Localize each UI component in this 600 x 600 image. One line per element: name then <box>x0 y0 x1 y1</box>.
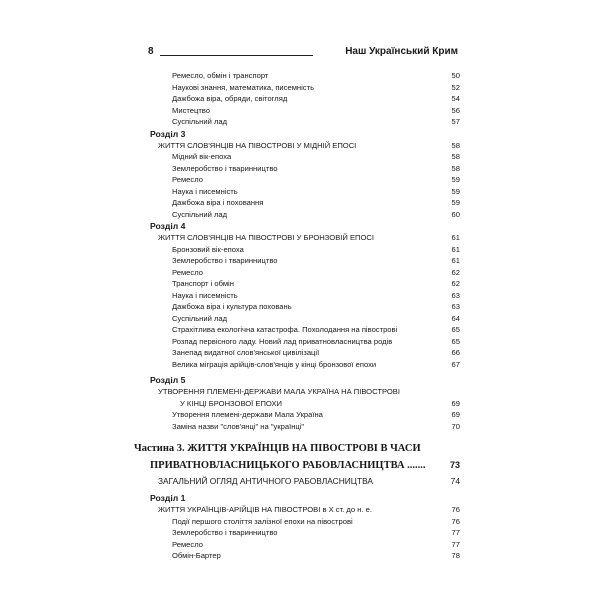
toc-entry-page: 61 <box>451 244 460 254</box>
toc-entry-page: 67 <box>451 359 460 369</box>
section-heading-page: 69 <box>451 398 460 408</box>
toc-entry[interactable] <box>150 93 460 105</box>
overview-heading-page: 74 <box>450 476 460 486</box>
toc-entry-page: 58 <box>451 152 460 161</box>
toc-entry-title: Дажбожа віра і поховання <box>172 198 264 207</box>
toc-entry-page: 77 <box>451 528 460 537</box>
toc-entry-page: 62 <box>451 267 460 277</box>
toc-entry-page: 58 <box>451 163 460 173</box>
toc-entry-page: 63 <box>451 302 460 311</box>
toc-entry-title: Велика міграція арійців-слов'янців у кінці бронзової епохи <box>172 359 377 369</box>
toc-entry-page: 77 <box>451 539 460 549</box>
part-heading-page: 73 <box>449 460 460 470</box>
toc-entry-title: Обмін-Бартер <box>172 551 221 560</box>
toc-entry-page: 52 <box>451 82 460 92</box>
table-of-contents <box>134 70 460 562</box>
toc-entry-page: 62 <box>451 279 460 288</box>
toc-entry[interactable] <box>150 163 460 175</box>
toc-entry-title: Дажбожа віра і культура поховань <box>172 302 292 311</box>
toc-entry-title: Ремесло, обмін і транспорт <box>172 71 269 80</box>
section-heading-text: У КІНЦІ БРОНЗОВОЇ ЕПОХИ <box>180 398 283 408</box>
section-heading-page: 58 <box>451 140 460 150</box>
toc-entry-page: 64 <box>451 313 460 323</box>
section-heading-page: 76 <box>451 505 460 514</box>
toc-entry-title: Наука і писемність <box>172 290 238 300</box>
toc-entry-page: 57 <box>451 117 460 126</box>
toc-entry-title: Землеробство і тваринництво <box>172 163 278 173</box>
toc-entry[interactable] <box>150 116 460 128</box>
section-heading-text: ЖИТТЯ УКРАЇНЦІВ-АРІЙЦІВ НА ПІВОСТРОВІ в Х ст. до н. е. <box>158 505 372 514</box>
toc-entry-title: Ремесло <box>172 175 203 184</box>
toc-entry-page: 60 <box>451 209 460 219</box>
section-heading[interactable] <box>150 504 460 516</box>
toc-entry-page: 65 <box>451 325 460 334</box>
toc-entry-page: 50 <box>451 71 460 80</box>
toc-entry-title: Наука і писемність <box>172 186 238 196</box>
section-heading-text: ЖИТТЯ СЛОВ'ЯНЦІВ НА ПІВОСТРОВІ У БРОНЗОВІЙ ЕПОСІ <box>158 233 374 242</box>
toc-entry[interactable] <box>150 186 460 198</box>
header-rule <box>160 55 313 56</box>
toc-entry[interactable] <box>150 244 460 256</box>
section-heading[interactable] <box>150 398 460 410</box>
toc-entry-title: Утворення племені-держави Мала Україна <box>172 410 323 419</box>
section-heading-line[interactable] <box>150 386 460 398</box>
toc-entry-page: 70 <box>451 421 460 431</box>
toc-entry-title: Наукові знання, математика, писемність <box>172 82 315 92</box>
toc-entry-title: Землеробство і тваринництво <box>172 256 278 265</box>
running-title: Наш Український Крим <box>345 46 458 57</box>
toc-entry-title: Суспільний лад <box>172 117 228 126</box>
toc-entry-page: 65 <box>451 336 460 346</box>
toc-entry[interactable] <box>150 347 460 359</box>
toc-entry-title: Бронзовий вік-епоха <box>172 244 244 254</box>
toc-entry[interactable] <box>150 301 460 313</box>
toc-entry-page: 63 <box>451 290 460 300</box>
toc-entry-page: 54 <box>451 94 460 103</box>
page-number: 8 <box>148 46 154 57</box>
toc-entry-page: 56 <box>451 105 460 115</box>
toc-entry-page: 78 <box>451 551 460 560</box>
toc-entry[interactable] <box>150 82 460 94</box>
toc-entry-page: 59 <box>451 175 460 184</box>
toc-entry[interactable] <box>150 267 460 279</box>
part-heading-line2: ПРИВАТНОВЛАСНИЦЬКОГО РАБОВЛАСНИЦТВА ....... <box>150 460 426 471</box>
section-heading[interactable] <box>150 140 460 152</box>
toc-entry[interactable] <box>150 409 460 421</box>
section-heading-page: 61 <box>451 233 460 242</box>
toc-entry[interactable] <box>150 550 460 562</box>
toc-entry[interactable] <box>150 70 460 82</box>
toc-entry-title: Страхітлива екологічна катастрофа. Похолодання на півострові <box>172 325 398 334</box>
section-label-text: Розділ 3 <box>150 128 186 139</box>
section-label <box>150 220 460 232</box>
toc-entry[interactable] <box>150 539 460 551</box>
toc-entry-page: 59 <box>451 186 460 196</box>
toc-entry-page: 66 <box>451 348 460 357</box>
section-heading[interactable] <box>150 232 460 244</box>
toc-entry[interactable] <box>150 336 460 348</box>
part-heading[interactable] <box>134 440 460 457</box>
toc-entry-title: Ремесло <box>172 267 203 277</box>
toc-entry[interactable] <box>150 290 460 302</box>
toc-entry-page: 59 <box>451 198 460 207</box>
section-label-text: Розділ 4 <box>150 221 186 231</box>
toc-entry[interactable] <box>150 209 460 221</box>
toc-entry[interactable] <box>150 359 460 371</box>
toc-entry-title: Ремесло <box>172 539 203 549</box>
section-label-text: Розділ 1 <box>150 493 186 503</box>
toc-entry-title: Суспільний лад <box>172 209 228 219</box>
section-label <box>150 492 460 504</box>
toc-entry[interactable] <box>150 174 460 186</box>
toc-entry-title: Землеробство і тваринництво <box>172 528 278 537</box>
toc-entry[interactable] <box>150 105 460 117</box>
toc-entry-title: Мідний вік-епоха <box>172 152 232 161</box>
section-label <box>150 374 460 386</box>
toc-entry[interactable] <box>150 421 460 433</box>
section-heading-text: ЖИТТЯ СЛОВ'ЯНЦІВ НА ПІВОСТРОВІ У МІДНІЙ ЕПОСІ <box>158 140 357 150</box>
toc-entry-title: Події першого століття залізної епохи на півострові <box>172 516 353 526</box>
toc-entry-title: Розпад первісного ладу. Новий лад приватновласництва родів <box>172 336 393 346</box>
section-label-text: Розділ 5 <box>150 375 186 385</box>
part-heading-line1: Частина 3. ЖИТТЯ УКРАЇНЦІВ НА ПІВОСТРОВІ В ЧАСИ <box>134 443 421 454</box>
toc-entry[interactable] <box>150 255 460 267</box>
toc-entry[interactable] <box>150 516 460 528</box>
part-heading[interactable] <box>150 457 460 474</box>
toc-entry-title: Дажбожа віра, обряди, світогляд <box>172 94 288 103</box>
toc-entry[interactable] <box>150 324 460 336</box>
toc-entry[interactable] <box>150 278 460 290</box>
toc-entry-title: Суспільний лад <box>172 313 228 323</box>
section-heading-text: УТВОРЕННЯ ПЛЕМЕНІ-ДЕРЖАВИ МАЛА УКРАЇНА НА ПІВОСТРОВІ <box>158 387 400 396</box>
toc-entry[interactable] <box>150 313 460 325</box>
toc-entry-title: Заміна назви "слов'янці" на "українці" <box>172 421 305 431</box>
toc-entry[interactable] <box>150 197 460 209</box>
toc-entry-title: Мистецтво <box>172 105 210 115</box>
section-label <box>150 128 460 140</box>
toc-entry-title: Занепад видатної слов'янської цивілізації <box>172 348 320 357</box>
toc-entry-page: 69 <box>451 410 460 419</box>
overview-heading-text: ЗАГАЛЬНИЙ ОГЛЯД АНТИЧНОГО РАБОВЛАСНИЦТВА <box>158 476 373 486</box>
toc-entry-page: 76 <box>451 516 460 526</box>
toc-entry[interactable] <box>150 527 460 539</box>
toc-entry-title: Транспорт і обмін <box>172 279 234 288</box>
overview-heading[interactable] <box>150 474 460 488</box>
toc-entry-page: 61 <box>451 256 460 265</box>
toc-entry[interactable] <box>150 151 460 163</box>
page-header <box>148 46 458 66</box>
